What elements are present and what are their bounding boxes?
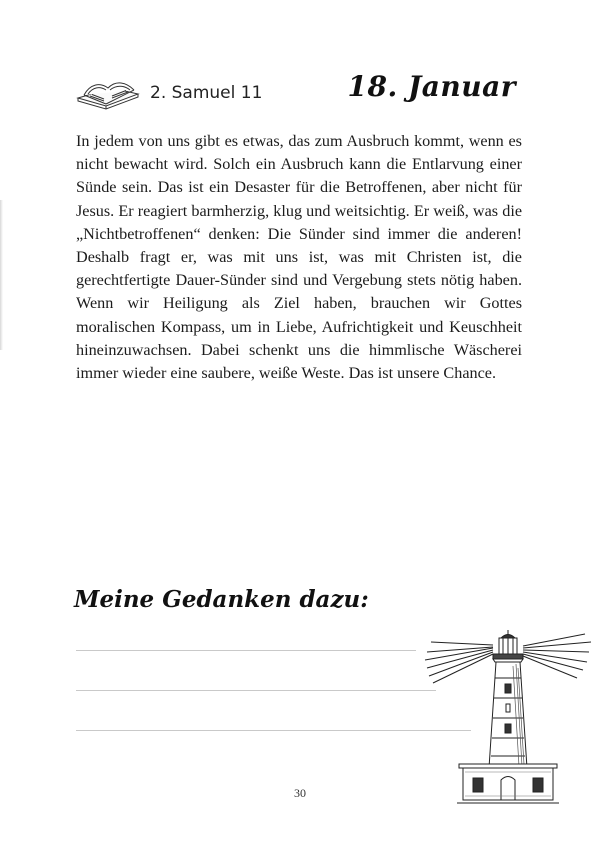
- page-date: 18. Januar: [347, 70, 516, 103]
- lighthouse-illustration: [423, 628, 593, 806]
- devotional-text: In jedem von uns gibt es etwas, das zum Ausbruch kommt, wenn es nicht bewacht wird. Solch ein Ausbruch kann die Entlarvung einer Sünde sein. Das ist ein Desaster für die Betroffenen, aber nicht für Jesus. Er reagiert barmherzig, klug und weitsichtig. Er weiß, was die „Nichtbetroffenen“ denken: Die Sünder sind immer die anderen! Deshalb fragt er, was mit uns ist, was mit Christen ist, die gerechtfertigte Dauer-Sünder sind und Vergebung stets nötig haben. Wenn wir Heiligung als Ziel haben, brauchen wir Gottes moralischen Kompass, um in Liebe, Aufrichtigkeit und Keuschheit hineinzuwachsen. Dabei schenkt uns die himmlische Wäscherei immer wieder eine saubere, weiße Weste. Das ist unsere Chance.: [76, 132, 522, 383]
- scripture-reference: 2. Samuel 11: [150, 83, 263, 103]
- note-line: [76, 730, 471, 731]
- page-header: [0, 70, 600, 120]
- open-book-icon: [76, 76, 140, 110]
- notes-heading: Meine Gedanken dazu:: [74, 586, 369, 613]
- page-edge-shadow: [0, 200, 3, 350]
- note-line: [76, 690, 436, 691]
- page-number: 30: [294, 786, 306, 800]
- note-line: [76, 650, 416, 651]
